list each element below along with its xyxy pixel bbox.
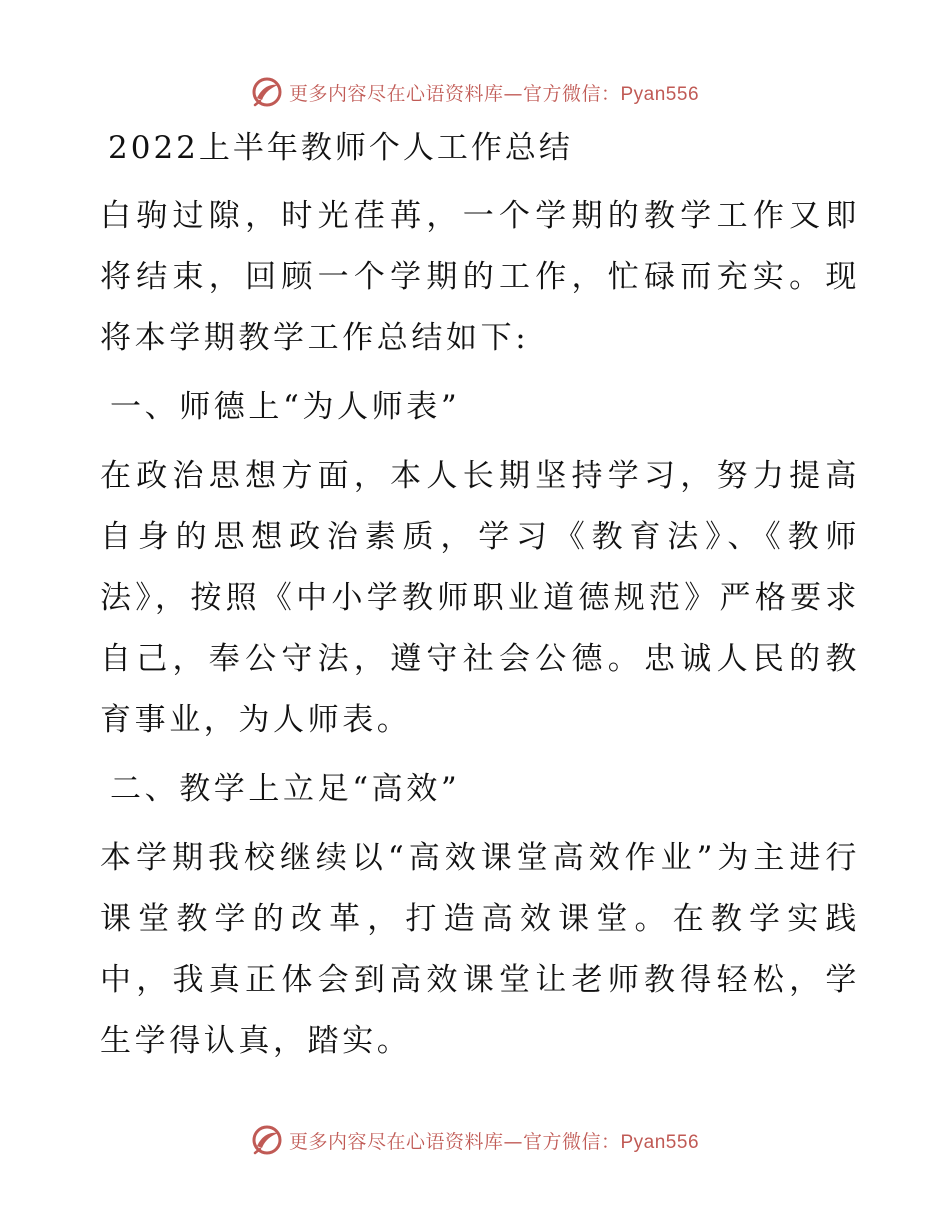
- brush-stroke-logo-icon: [251, 76, 283, 108]
- brush-stroke-logo-icon: [251, 1124, 283, 1156]
- watermark-text: 更多内容尽在心语资料库—官方微信：Pyan556: [288, 1130, 700, 1153]
- footer-watermark: [0, 1120, 950, 1160]
- paragraph-ethics: 在政治思想方面，本人长期坚持学习，努力提高自身的思想政治素质，学习《教育法》、《教师法》，按照《中小学教师职业道德规范》严格要求自己，奉公守法，遵守社会公德。忠诚人民的教育事业，为人师表。: [100, 458, 860, 738]
- watermark-text: 更多内容尽在心语资料库—官方微信：Pyan556: [288, 82, 700, 105]
- section-heading-teaching: 二、教学上立足“高效”: [110, 771, 461, 807]
- watermark-handle: Pyan556: [620, 1131, 700, 1153]
- watermark-handle: Pyan556: [620, 83, 700, 105]
- section-heading-ethics: 一、师德上“为人师表”: [110, 389, 461, 425]
- paragraph-teaching: 本学期我校继续以“高效课堂高效作业”为主进行课堂教学的改革，打造高效课堂。在教学实践中，我真正体会到高效课堂让老师教得轻松，学生学得认真，踏实。: [100, 840, 860, 1059]
- document-body: [100, 122, 860, 1080]
- paragraph-intro: 白驹过隙，时光荏苒，一个学期的教学工作又即将结束，回顾一个学期的工作，忙碌而充实。现将本学期教学工作总结如下:: [100, 198, 860, 356]
- document-title: 2022上半年教师个人工作总结: [108, 130, 573, 166]
- header-watermark: [0, 72, 950, 112]
